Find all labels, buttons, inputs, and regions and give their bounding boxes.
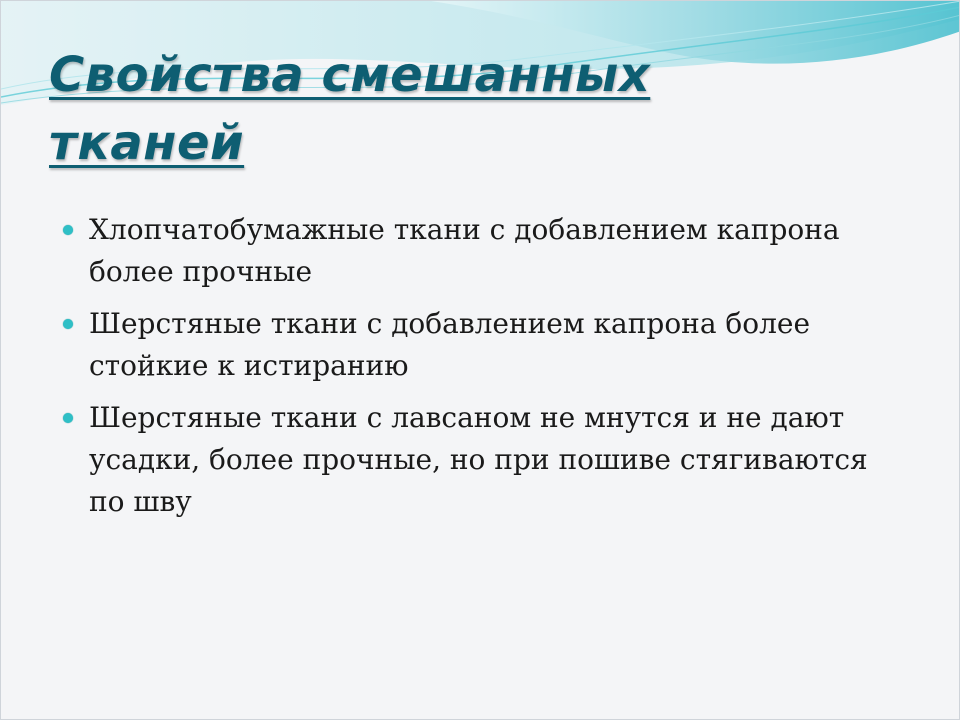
bullet-item [61, 397, 901, 523]
bullet-list [61, 209, 901, 533]
bullet-text: Хлопчатобумажные ткани с добавлением капрона более прочные [89, 213, 840, 288]
bullet-item [61, 303, 901, 387]
bullet-text: Шерстяные ткани с добавлением капрона более стойкие к истиранию [89, 307, 811, 382]
bullet-dot-icon [63, 319, 73, 329]
bullet-item [61, 209, 901, 293]
bullet-dot-icon [63, 413, 73, 423]
slide-title: Свойства смешанных тканей [49, 47, 651, 171]
bullet-dot-icon [63, 225, 73, 235]
bullet-text: Шерстяные ткани с лавсаном не мнутся и не дают усадки, более прочные, но при пошиве стягиваются по шву [89, 401, 868, 518]
